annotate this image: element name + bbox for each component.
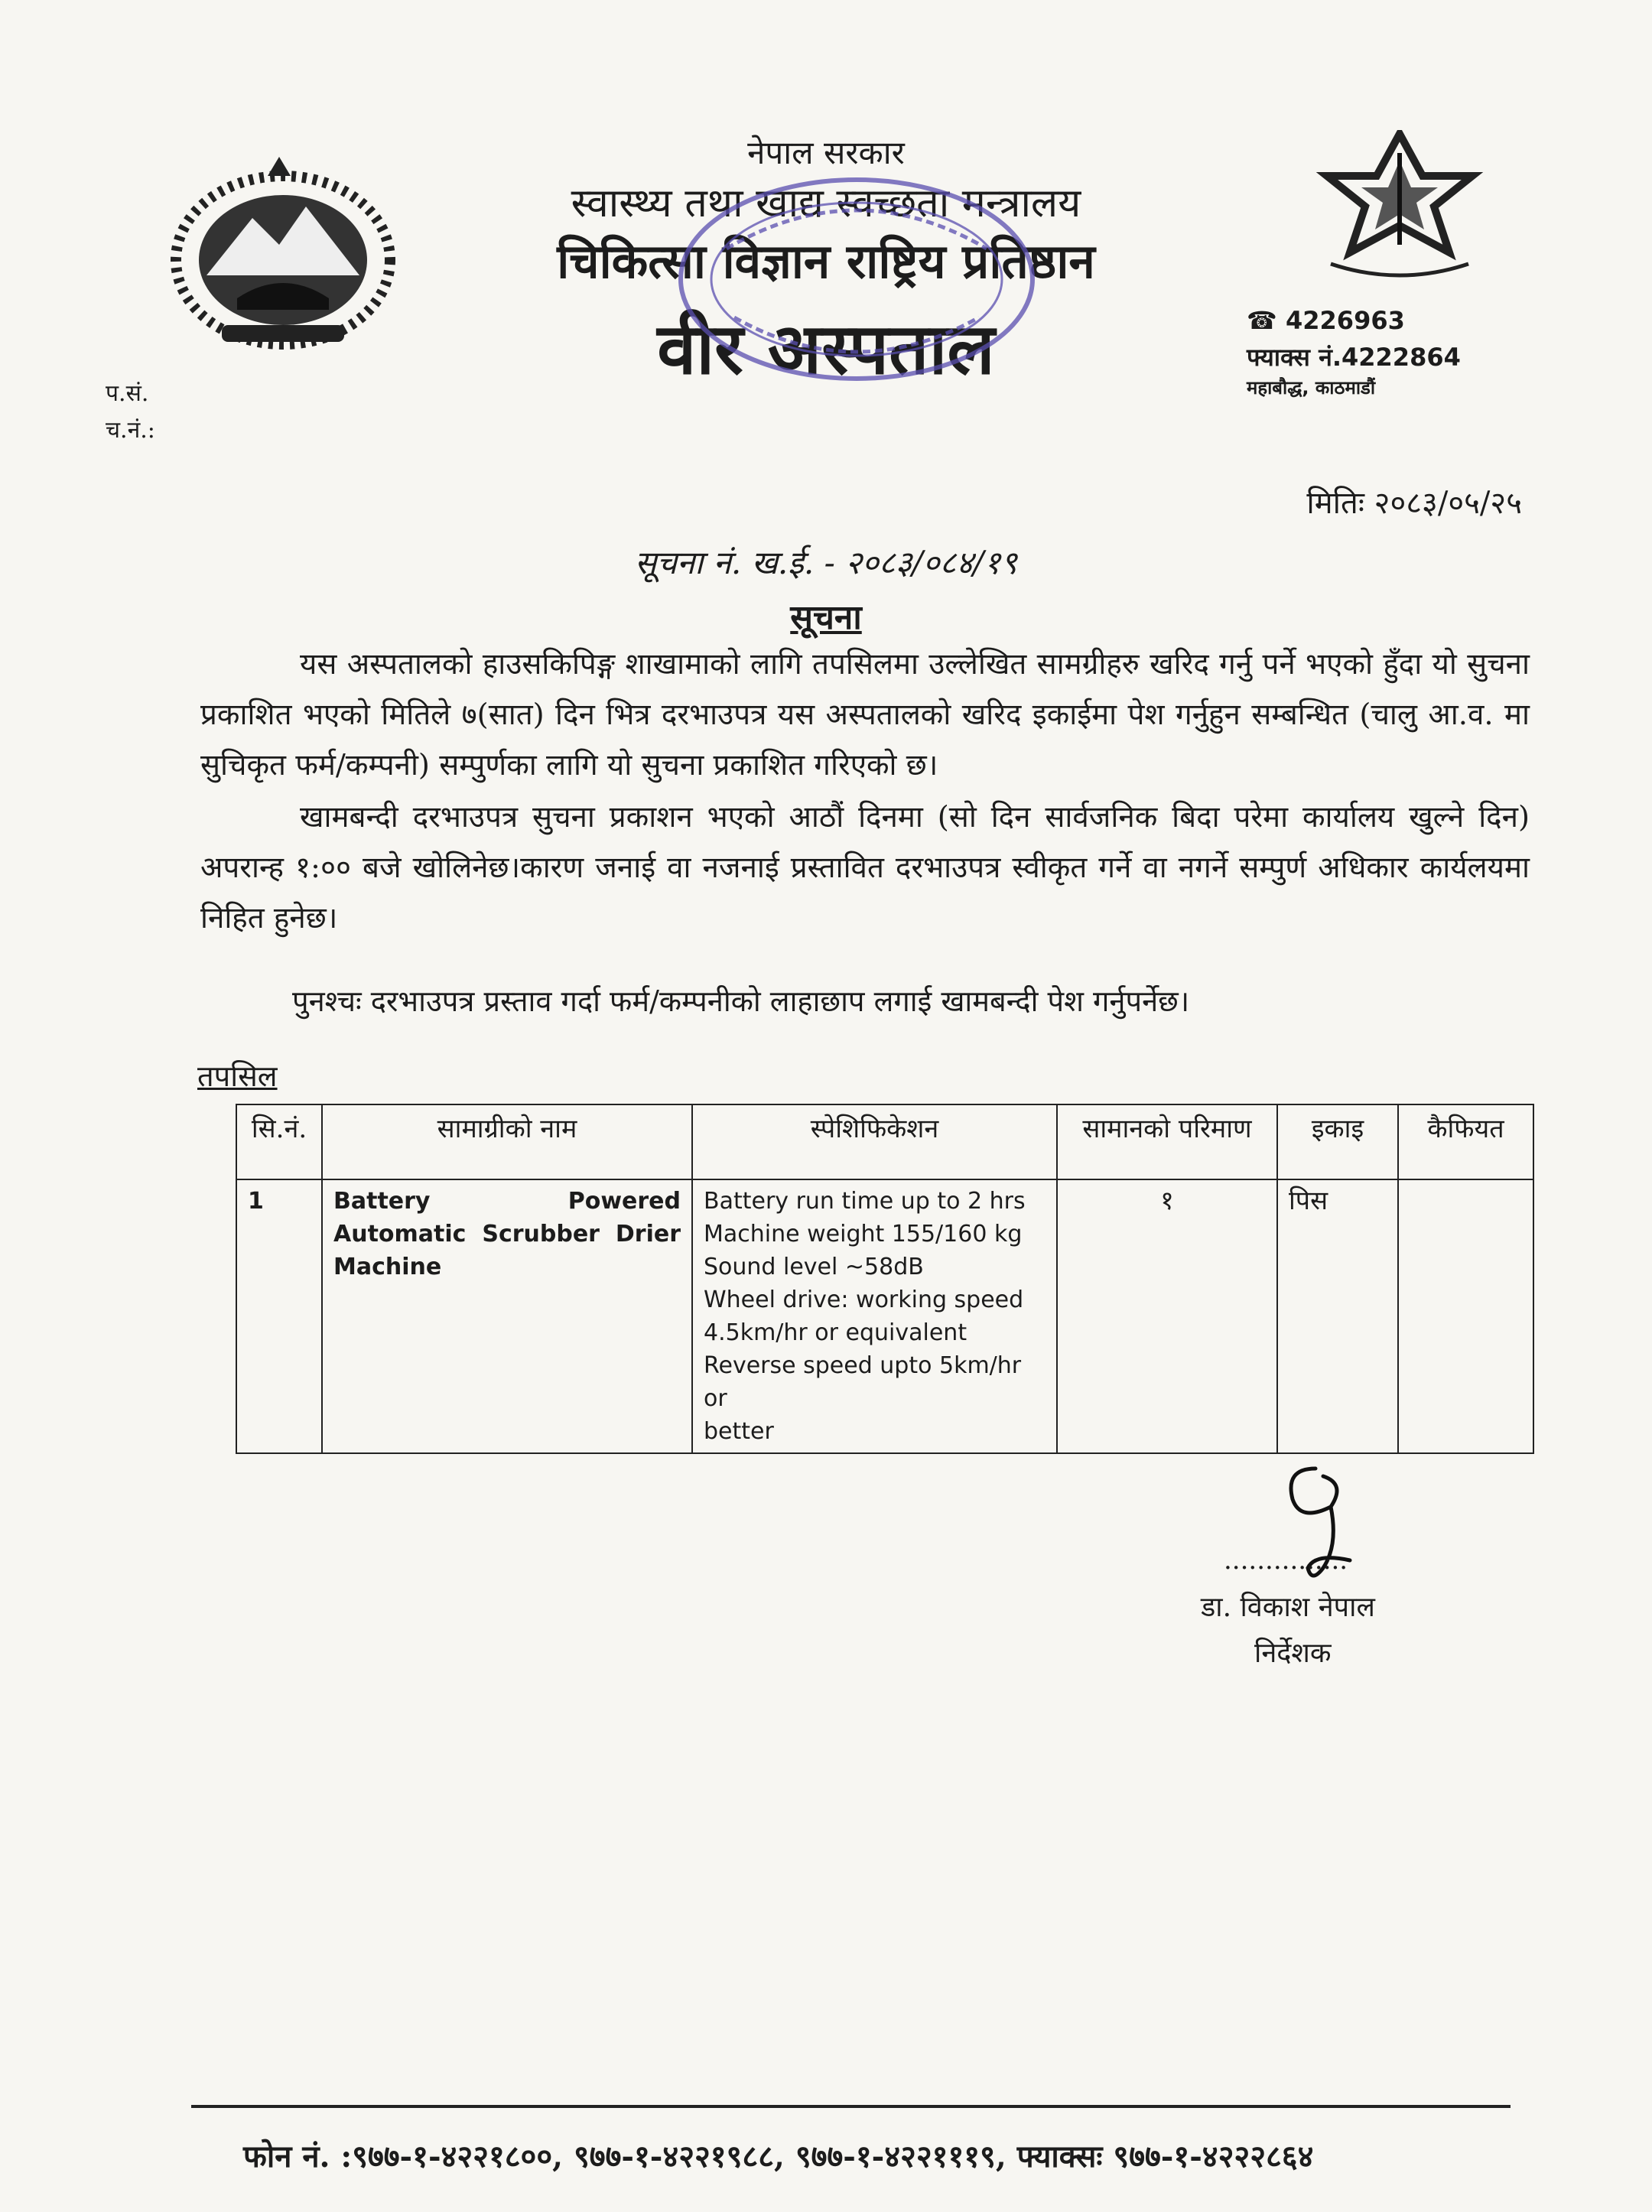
hospital-name: वीर अस्पताल [657, 307, 995, 390]
notice-paragraph-1: यस अस्पतालको हाउसकिपिङ्ग शाखामाको लागि तपसिलमा उल्लेखित सामग्रीहरु खरिद गर्नु पर्ने भएको हुँदा यो सुचना प्रकाशित भएको मितिले ७(सात) दिन भित्र दरभाउपत्र यस अस्पतालको खरिद इकाईमा पेश गर्नुहुन सम्बन्धित (चालु आ.व. मा सुचिकृत फर्म/कम्पनी) सम्पुर्णका लागि यो सुचना प्रकाशित गरिएको छ। [200, 647, 1530, 782]
col-header-unit: इकाइ [1277, 1104, 1398, 1179]
ref-patra-label: प.सं. [106, 380, 149, 407]
spec-line: Wheel drive: working speed [704, 1287, 1024, 1313]
col-header-remarks: कैफियत [1398, 1104, 1533, 1179]
footer-divider [191, 2105, 1511, 2108]
col-header-specification: स्पेशिफिकेशन [692, 1104, 1057, 1179]
col-header-quantity: सामानको परिमाण [1057, 1104, 1277, 1179]
cell-remarks [1398, 1179, 1533, 1453]
hospital-address: महाबौद्ध, काठमाडौं [1247, 377, 1376, 398]
notice-date: मितिः २०८३/०५/२५ [1306, 486, 1522, 521]
notice-paragraph-3: पुनश्चः दरभाउपत्र प्रस्ताव गर्दा फर्म/कम्पनीको लाहाछाप लगाई खामबन्दी पेश गर्नुपर्नेछ। [292, 984, 1190, 1018]
table-header-row [236, 1104, 1533, 1179]
col-header-item-name: सामाग्रीको नाम [322, 1104, 692, 1179]
notice-number: सूचना नं. ख.ई. - २०८३/०८४/१९ [634, 544, 1018, 581]
signatory-name: डा. विकाश नेपाल [1201, 1592, 1375, 1623]
government-name: नेपाल सरकार [747, 134, 905, 171]
cell-specification [692, 1179, 1057, 1453]
bir-hospital-logo [1300, 130, 1499, 283]
hospital-fax: फ्याक्स नं.4222864 [1247, 343, 1461, 372]
notice-heading: सूचना [790, 598, 862, 637]
footer-contact: फोन नं. :९७७-१-४२२१८००, ९७७-१-४२२१९८८, ९७७-१-४२२१११९, फ्याक्सः ९७७-१-४२२२८६४ [243, 2139, 1314, 2175]
ref-chalani-label: च.नं.: [106, 417, 155, 444]
official-stamp [665, 164, 1048, 394]
cell-sn: 1 [236, 1179, 322, 1453]
spec-line: better [704, 1418, 774, 1445]
items-table [236, 1104, 1534, 1454]
spec-line: 4.5km/hr or equivalent [704, 1319, 967, 1346]
academy-name: चिकित्सा विज्ञान राष्ट्रिय प्रतिष्ठान [557, 233, 1095, 289]
cell-item-name: Battery Powered Automatic Scrubber Drier Machine [322, 1179, 692, 1453]
col-header-sn: सि.नं. [236, 1104, 322, 1179]
cell-quantity: १ [1057, 1179, 1277, 1453]
spec-line: Machine weight 155/160 kg [704, 1221, 1023, 1248]
cell-unit: पिस [1277, 1179, 1398, 1453]
signature-dots: ............... [1224, 1545, 1348, 1576]
hospital-phone: ☎ 4226963 [1247, 306, 1405, 335]
spec-line: Reverse speed upto 5km/hr or [704, 1352, 1022, 1412]
signatory-title: निर्देशक [1254, 1638, 1332, 1669]
spec-line: Battery run time up to 2 hrs [704, 1188, 1026, 1215]
schedule-heading: तपसिल [197, 1059, 278, 1093]
table-row [236, 1179, 1533, 1453]
ministry-name: स्वास्थ्य तथा खाद्य स्वच्छता मन्त्रालय [571, 181, 1081, 226]
notice-paragraph-2: खामबन्दी दरभाउपत्र सुचना प्रकाशन भएको आठौं दिनमा (सो दिन सार्वजनिक बिदा परेमा कार्यालय खुल्ने दिन) अपरान्ह १:०० बजे खोलिनेछ।कारण जनाई वा नजनाई प्रस्तावित दरभाउपत्र स्वीकृत गर्ने वा नगर्ने सम्पुर्ण अधिकार कार्यलयमा निहित हुनेछ। [200, 800, 1530, 935]
spec-line: Sound level ~58dB [704, 1254, 924, 1280]
